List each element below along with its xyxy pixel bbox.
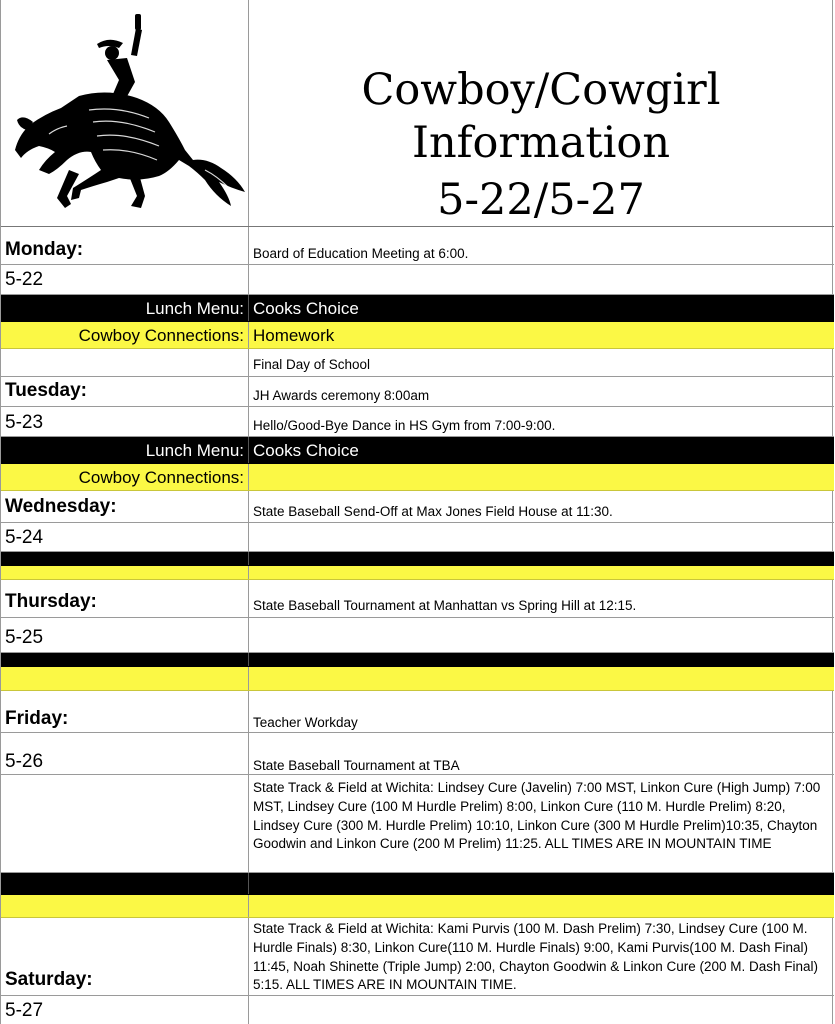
thursday-connections-row (1, 667, 834, 691)
wednesday-event-1: State Baseball Send-Off at Max Jones Field House at 11:30. (253, 504, 613, 519)
tuesday-row-1 (1, 349, 834, 377)
wednesday-lunch-row (1, 552, 834, 566)
tuesday-event-2: JH Awards ceremony 8:00am (253, 388, 430, 403)
monday-event-1: Board of Education Meeting at 6:00. (253, 246, 469, 261)
thursday-row-1 (1, 580, 834, 618)
friday-day-label: Friday: (5, 708, 69, 729)
saturday-row-1 (1, 918, 834, 996)
tuesday-lunch-value: Cooks Choice (253, 441, 359, 460)
monday-day-label: Monday: (5, 239, 84, 260)
tuesday-lunch-label: Lunch Menu: (145, 441, 244, 460)
wednesday-row-1 (1, 491, 834, 523)
saturday-row-2 (1, 996, 834, 1024)
monday-connections-label: Cowboy Connections: (78, 326, 244, 345)
friday-date: 5-26 (5, 751, 44, 772)
title-line-1: Cowboy/Cowgirl (361, 65, 721, 115)
thursday-date: 5-25 (5, 627, 44, 648)
thursday-day-label: Thursday: (5, 591, 97, 612)
tuesday-event-1: Final Day of School (253, 357, 371, 372)
monday-row-2 (1, 265, 834, 295)
saturday-event-1: State Track & Field at Wichita: Kami Purvis (100 M. Dash Prelim) 7:30, Lindsey Cure (100 M. Hurdle Finals) 8:30, Linkon Cure(110 M. Hurdle Finals) 9:00, Kami Purvis(100 M. Dash Final) 11:45, Noah Shinette (Triple Jump) 2:00, Chayton Goodwin & Linkon Cure (200 M. Dash Final) 5:15. ALL TIMES ARE IN MOUNTAIN TIME. (253, 921, 819, 993)
monday-date: 5-22 (5, 269, 44, 290)
tuesday-event-3: Hello/Good-Bye Dance in HS Gym from 7:00-9:00. (253, 418, 556, 433)
wednesday-date: 5-24 (5, 527, 44, 548)
saturday-day-label: Saturday: (5, 969, 93, 990)
friday-lunch-row (1, 873, 834, 895)
friday-event-2: State Baseball Tournament at TBA (253, 758, 460, 773)
monday-lunch-label: Lunch Menu: (145, 299, 244, 318)
thursday-lunch-row (1, 653, 834, 667)
saturday-date: 5-27 (5, 1000, 44, 1021)
wednesday-day-label: Wednesday: (5, 496, 117, 517)
monday-lunch-row (1, 295, 834, 322)
tuesday-connections-row (1, 464, 834, 491)
thursday-event-1: State Baseball Tournament at Manhattan vs Spring Hill at 12:15. (253, 598, 637, 613)
friday-row-2 (1, 733, 834, 775)
tuesday-row-3 (1, 407, 834, 437)
friday-connections-row (1, 895, 834, 918)
tuesday-row-2 (1, 377, 834, 407)
monday-row-1 (1, 227, 834, 265)
tuesday-day-label: Tuesday: (5, 380, 88, 401)
friday-row-3 (1, 775, 834, 873)
tuesday-lunch-row (1, 437, 834, 464)
tuesday-connections-label: Cowboy Connections: (78, 468, 244, 487)
bronc-rider-logo (9, 10, 249, 215)
tuesday-date: 5-23 (5, 412, 44, 433)
page-title (301, 64, 781, 227)
monday-connections-row (1, 322, 834, 349)
title-line-3: 5-22/5-27 (437, 175, 645, 225)
friday-event-1: Teacher Workday (253, 715, 358, 730)
monday-connections-value: Homework (253, 326, 335, 345)
friday-event-3: State Track & Field at Wichita: Lindsey Cure (Javelin) 7:00 MST, Linkon Cure (High Jump) 7:00 MST, Lindsey Cure (100 M Hurdle Prelim) 8:00, Linkon Cure (110 M. Hurdle Prelim) 8:20, Lindsey Cure (300 M. Hurdle Prelim) 10:10, Linkon Cure (300 M Hurdle Prelim)10:35, Chayton Goodwin and Linkon Cure (200 M Prelim) 11:25. ALL TIMES ARE IN MOUNTAIN TIME (253, 780, 821, 852)
thursday-row-2 (1, 618, 834, 653)
monday-lunch-value: Cooks Choice (253, 299, 359, 318)
wednesday-connections-row (1, 566, 834, 580)
title-line-2: Information (411, 118, 671, 168)
header (1, 0, 834, 227)
friday-row-1 (1, 691, 834, 733)
wednesday-row-2 (1, 523, 834, 552)
